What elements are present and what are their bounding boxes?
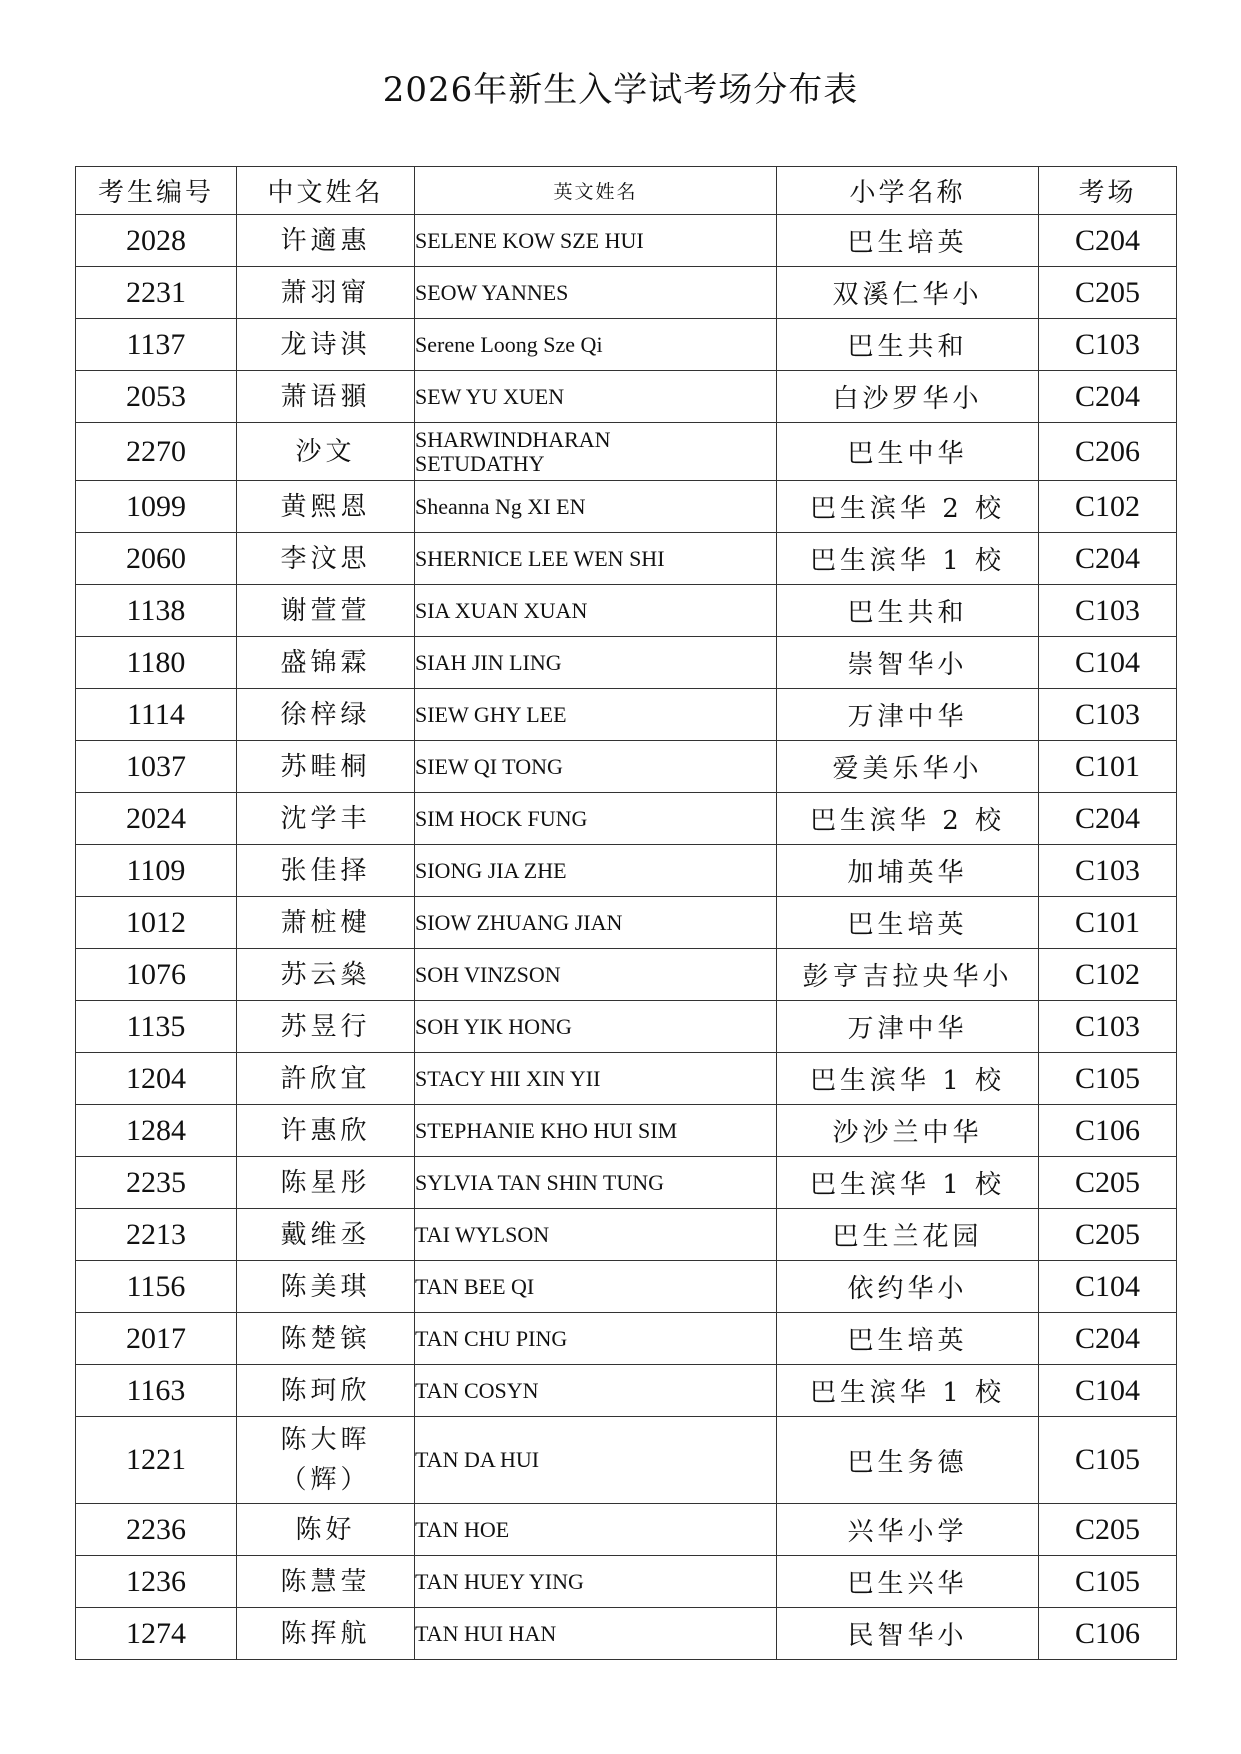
candidate-id-cell: 1109	[76, 845, 237, 897]
table-row	[76, 371, 1177, 423]
primary-school-cell: 依约华小	[777, 1261, 1039, 1313]
chinese-name-cell: 陈楚镔	[237, 1313, 415, 1365]
exam-room-cell: C101	[1039, 897, 1177, 949]
english-name-cell: TAN HOE	[415, 1504, 777, 1556]
candidate-id-cell: 1135	[76, 1001, 237, 1053]
candidate-id-cell: 2270	[76, 423, 237, 481]
exam-room-cell: C106	[1039, 1608, 1177, 1660]
exam-room-cell: C103	[1039, 1001, 1177, 1053]
chinese-name-cell: 谢萱萱	[237, 585, 415, 637]
table-row	[76, 585, 1177, 637]
primary-school-cell: 巴生培英	[777, 215, 1039, 267]
table-row	[76, 793, 1177, 845]
primary-school-cell: 巴生兰花园	[777, 1209, 1039, 1261]
candidate-id-cell: 1138	[76, 585, 237, 637]
chinese-name-cell: 许惠欣	[237, 1105, 415, 1157]
table-row	[76, 845, 1177, 897]
primary-school-cell: 巴生共和	[777, 319, 1039, 371]
exam-room-cell: C204	[1039, 533, 1177, 585]
candidate-id-cell: 1274	[76, 1608, 237, 1660]
exam-room-cell: C204	[1039, 371, 1177, 423]
primary-school-cell: 巴生滨华 1 校	[777, 1053, 1039, 1105]
english-name-cell: SIONG JIA ZHE	[415, 845, 777, 897]
table-row	[76, 1417, 1177, 1504]
chinese-name-cell: 陈大晖（辉）	[237, 1417, 415, 1504]
english-name-cell: SIOW ZHUANG JIAN	[415, 897, 777, 949]
primary-school-cell: 巴生滨华 1 校	[777, 533, 1039, 585]
chinese-name-cell: 苏昱行	[237, 1001, 415, 1053]
table-row	[76, 1157, 1177, 1209]
candidate-id-cell: 2213	[76, 1209, 237, 1261]
english-name-cell: SELENE KOW SZE HUI	[415, 215, 777, 267]
english-name-cell: TAN BEE QI	[415, 1261, 777, 1313]
english-name-cell: SEOW YANNES	[415, 267, 777, 319]
english-name-cell: SIAH JIN LING	[415, 637, 777, 689]
exam-room-cell: C102	[1039, 481, 1177, 533]
english-name-cell: SOH YIK HONG	[415, 1001, 777, 1053]
english-name-cell: SEW YU XUEN	[415, 371, 777, 423]
candidate-id-cell: 2028	[76, 215, 237, 267]
chinese-name-cell: 陈美琪	[237, 1261, 415, 1313]
table-row	[76, 897, 1177, 949]
primary-school-cell: 巴生中华	[777, 423, 1039, 481]
table-row	[76, 1105, 1177, 1157]
candidate-id-cell: 1236	[76, 1556, 237, 1608]
primary-school-cell: 巴生滨华 2 校	[777, 793, 1039, 845]
exam-room-cell: C103	[1039, 585, 1177, 637]
english-name-cell: SYLVIA TAN SHIN TUNG	[415, 1157, 777, 1209]
chinese-name-cell: 陈好	[237, 1504, 415, 1556]
candidate-id-cell: 1076	[76, 949, 237, 1001]
table-row	[76, 1504, 1177, 1556]
chinese-name-cell: 陈慧莹	[237, 1556, 415, 1608]
table-body	[76, 215, 1177, 1660]
candidate-id-cell: 1099	[76, 481, 237, 533]
candidate-id-cell: 1137	[76, 319, 237, 371]
english-name-cell: Sheanna Ng XI EN	[415, 481, 777, 533]
exam-room-cell: C104	[1039, 637, 1177, 689]
exam-room-cell: C105	[1039, 1417, 1177, 1504]
exam-room-cell: C204	[1039, 215, 1177, 267]
chinese-name-cell: 沈学丰	[237, 793, 415, 845]
header-candidate-id: 考生编号	[76, 167, 237, 215]
chinese-name-cell: 萧语頨	[237, 371, 415, 423]
chinese-name-cell: 萧羽甯	[237, 267, 415, 319]
table-row	[76, 1365, 1177, 1417]
english-name-cell: SIM HOCK FUNG	[415, 793, 777, 845]
chinese-name-cell: 陈珂欣	[237, 1365, 415, 1417]
english-name-cell: SHARWINDHARAN SETUDATHY	[415, 423, 777, 481]
exam-room-cell: C104	[1039, 1365, 1177, 1417]
table-header-row	[76, 167, 1177, 215]
table-row	[76, 1209, 1177, 1261]
primary-school-cell: 巴生培英	[777, 897, 1039, 949]
header-primary-school: 小学名称	[777, 167, 1039, 215]
english-name-cell: TAI WYLSON	[415, 1209, 777, 1261]
exam-room-cell: C103	[1039, 689, 1177, 741]
primary-school-cell: 彭亨吉拉央华小	[777, 949, 1039, 1001]
exam-room-cell: C105	[1039, 1053, 1177, 1105]
primary-school-cell: 巴生共和	[777, 585, 1039, 637]
table-row	[76, 319, 1177, 371]
exam-room-cell: C102	[1039, 949, 1177, 1001]
candidate-id-cell: 2017	[76, 1313, 237, 1365]
table-row	[76, 637, 1177, 689]
exam-room-cell: C103	[1039, 319, 1177, 371]
candidate-id-cell: 2231	[76, 267, 237, 319]
chinese-name-cell: 张佳择	[237, 845, 415, 897]
chinese-name-cell: 沙文	[237, 423, 415, 481]
primary-school-cell: 巴生务德	[777, 1417, 1039, 1504]
table-row	[76, 1608, 1177, 1660]
primary-school-cell: 巴生培英	[777, 1313, 1039, 1365]
candidate-id-cell: 1156	[76, 1261, 237, 1313]
exam-room-cell: C103	[1039, 845, 1177, 897]
chinese-name-cell: 陈星彤	[237, 1157, 415, 1209]
candidate-id-cell: 1204	[76, 1053, 237, 1105]
primary-school-cell: 万津中华	[777, 689, 1039, 741]
exam-room-cell: C205	[1039, 1504, 1177, 1556]
primary-school-cell: 巴生滨华 1 校	[777, 1365, 1039, 1417]
exam-room-cell: C204	[1039, 1313, 1177, 1365]
chinese-name-cell: 戴维丞	[237, 1209, 415, 1261]
chinese-name-cell: 苏畦桐	[237, 741, 415, 793]
table-row	[76, 1313, 1177, 1365]
primary-school-cell: 白沙罗华小	[777, 371, 1039, 423]
primary-school-cell: 崇智华小	[777, 637, 1039, 689]
table-row	[76, 215, 1177, 267]
primary-school-cell: 沙沙兰中华	[777, 1105, 1039, 1157]
exam-room-cell: C205	[1039, 1209, 1177, 1261]
english-name-cell: TAN HUEY YING	[415, 1556, 777, 1608]
table-row	[76, 1053, 1177, 1105]
exam-room-cell: C104	[1039, 1261, 1177, 1313]
table-row	[76, 689, 1177, 741]
chinese-name-cell: 萧桩楗	[237, 897, 415, 949]
english-name-cell: STEPHANIE KHO HUI SIM	[415, 1105, 777, 1157]
primary-school-cell: 兴华小学	[777, 1504, 1039, 1556]
primary-school-cell: 巴生兴华	[777, 1556, 1039, 1608]
primary-school-cell: 民智华小	[777, 1608, 1039, 1660]
table-row	[76, 1261, 1177, 1313]
table-row	[76, 1556, 1177, 1608]
primary-school-cell: 加埔英华	[777, 845, 1039, 897]
candidate-id-cell: 1114	[76, 689, 237, 741]
primary-school-cell: 爱美乐华小	[777, 741, 1039, 793]
table-row	[76, 1001, 1177, 1053]
candidate-id-cell: 1037	[76, 741, 237, 793]
exam-room-cell: C101	[1039, 741, 1177, 793]
header-chinese-name: 中文姓名	[237, 167, 415, 215]
chinese-name-cell: 许適惠	[237, 215, 415, 267]
english-name-cell: TAN CHU PING	[415, 1313, 777, 1365]
chinese-name-cell: 陈挥航	[237, 1608, 415, 1660]
english-name-cell: SIEW GHY LEE	[415, 689, 777, 741]
english-name-cell: TAN DA HUI	[415, 1417, 777, 1504]
header-exam-room: 考场	[1039, 167, 1177, 215]
exam-room-cell: C106	[1039, 1105, 1177, 1157]
english-name-cell: STACY HII XIN YII	[415, 1053, 777, 1105]
table-row	[76, 741, 1177, 793]
exam-room-cell: C205	[1039, 267, 1177, 319]
chinese-name-cell: 苏云燊	[237, 949, 415, 1001]
chinese-name-cell: 黄熙恩	[237, 481, 415, 533]
candidate-id-cell: 1221	[76, 1417, 237, 1504]
chinese-name-cell: 盛锦霖	[237, 637, 415, 689]
table-row	[76, 423, 1177, 481]
english-name-cell: SOH VINZSON	[415, 949, 777, 1001]
page-title: 2026年新生入学试考场分布表	[382, 70, 859, 110]
candidate-id-cell: 2053	[76, 371, 237, 423]
chinese-name-cell: 徐梓绿	[237, 689, 415, 741]
chinese-name-cell: 龙诗淇	[237, 319, 415, 371]
exam-room-cell: C205	[1039, 1157, 1177, 1209]
candidate-id-cell: 2236	[76, 1504, 237, 1556]
candidate-id-cell: 1163	[76, 1365, 237, 1417]
primary-school-cell: 万津中华	[777, 1001, 1039, 1053]
primary-school-cell: 巴生滨华 2 校	[777, 481, 1039, 533]
table-row	[76, 949, 1177, 1001]
chinese-name-cell: 許欣宜	[237, 1053, 415, 1105]
header-english-name: 英文姓名	[415, 167, 777, 215]
candidate-id-cell: 2235	[76, 1157, 237, 1209]
exam-room-table	[75, 166, 1177, 1660]
english-name-cell: SIEW QI TONG	[415, 741, 777, 793]
candidate-id-cell: 2060	[76, 533, 237, 585]
english-name-cell: SIA XUAN XUAN	[415, 585, 777, 637]
table-row	[76, 267, 1177, 319]
exam-room-cell: C105	[1039, 1556, 1177, 1608]
exam-room-cell: C204	[1039, 793, 1177, 845]
exam-room-cell: C206	[1039, 423, 1177, 481]
chinese-name-cell: 李汶思	[237, 533, 415, 585]
candidate-id-cell: 2024	[76, 793, 237, 845]
english-name-cell: TAN COSYN	[415, 1365, 777, 1417]
english-name-cell: Serene Loong Sze Qi	[415, 319, 777, 371]
primary-school-cell: 双溪仁华小	[777, 267, 1039, 319]
candidate-id-cell: 1284	[76, 1105, 237, 1157]
candidate-id-cell: 1180	[76, 637, 237, 689]
primary-school-cell: 巴生滨华 1 校	[777, 1157, 1039, 1209]
english-name-cell: TAN HUI HAN	[415, 1608, 777, 1660]
candidate-id-cell: 1012	[76, 897, 237, 949]
english-name-cell: SHERNICE LEE WEN SHI	[415, 533, 777, 585]
table-row	[76, 481, 1177, 533]
table-row	[76, 533, 1177, 585]
